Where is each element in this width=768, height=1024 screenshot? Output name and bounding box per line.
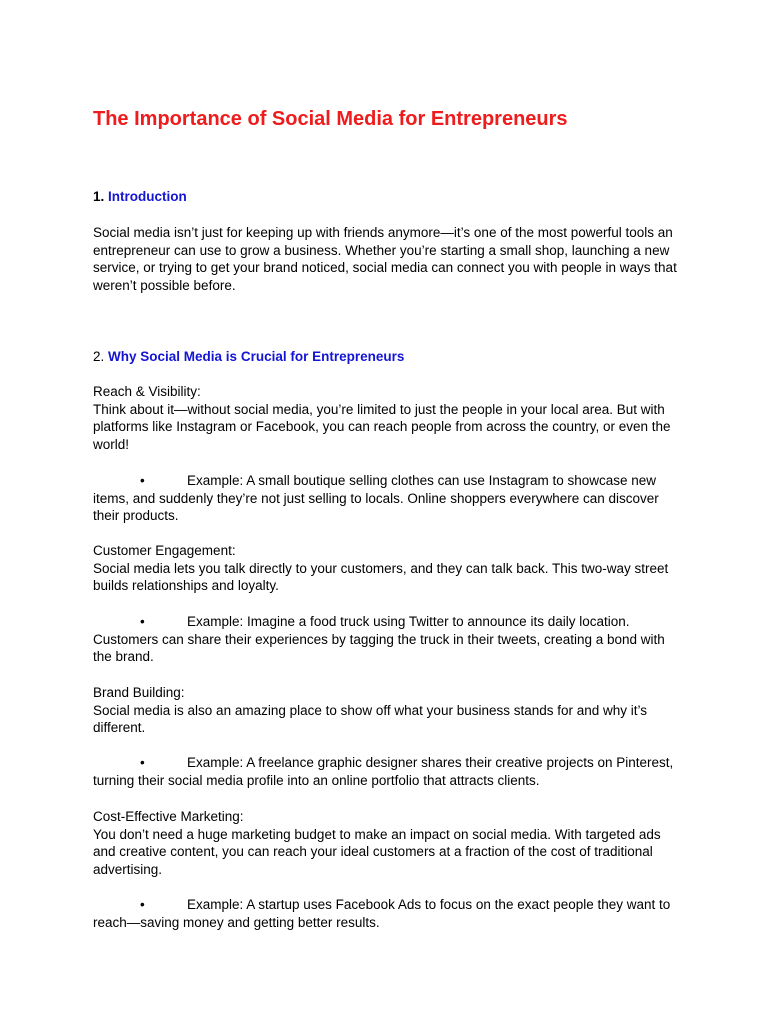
example-cost-effective-marketing [93,896,683,931]
bullet-icon: • [140,755,145,770]
example-customer-engagement [93,613,683,666]
subsection-label: Cost-Effective Marketing: [93,809,244,824]
example-text: Example: Imagine a food truck using Twitter to announce its daily location. Customers can share their experiences by tagging the truck in their tweets, creating a bond with the brand. [93,614,665,665]
section-heading-why-social-media [93,348,404,366]
subsection-reach-visibility [93,383,683,454]
example-reach-visibility [93,472,683,525]
subsection-label: Customer Engagement: [93,543,236,558]
section-number: 1. [93,189,105,204]
bullet-icon: • [140,897,145,912]
section-title: Why Social Media is Crucial for Entrepreneurs [108,349,405,364]
subsection-body: You don’t need a huge marketing budget to make an impact on social media. With targeted ads and creative content, you can reach your ideal customers at a fraction of the cost of traditional advertising. [93,826,661,878]
section-heading-introduction [93,188,187,206]
bullet-icon: • [140,473,145,488]
subsection-cost-effective-marketing [93,808,683,879]
example-text: Example: A freelance graphic designer shares their creative projects on Pinterest, turning their social media profile into an online portfolio that attracts clients. [93,755,674,788]
section-title: Introduction [108,189,187,204]
subsection-body: Social media is also an amazing place to show off what your business stands for and why it’s different. [93,702,648,736]
example-brand-building [93,754,683,789]
subsection-brand-building [93,684,683,737]
subsection-body: Think about it—without social media, you’re limited to just the people in your local area. But with platforms like Instagram or Facebook, you can reach people from across the country, or even the world! [93,401,671,453]
introduction-paragraph: Social media isn’t just for keeping up with friends anymore—it’s one of the most powerful tools an entrepreneur can use to grow a business. Whether you’re starting a small shop, launching a new service, or trying to get your brand noticed, social media can connect you with people in ways that weren’t possible before. [93,225,677,294]
document-title: The Importance of Social Media for Entrepreneurs [93,108,568,130]
subsection-customer-engagement [93,542,683,595]
bullet-icon: • [140,614,145,629]
example-text: Example: A small boutique selling clothes can use Instagram to showcase new items, and suddenly they’re not just selling to locals. Online shoppers everywhere can discover their products. [93,473,659,524]
example-text: Example: A startup uses Facebook Ads to focus on the exact people they want to reach—saving money and getting better results. [93,897,671,930]
section-number: 2. [93,349,105,364]
subsection-body: Social media lets you talk directly to your customers, and they can talk back. This two-way street builds relationships and loyalty. [93,560,669,594]
subsection-label: Reach & Visibility: [93,384,201,399]
subsection-label: Brand Building: [93,685,185,700]
